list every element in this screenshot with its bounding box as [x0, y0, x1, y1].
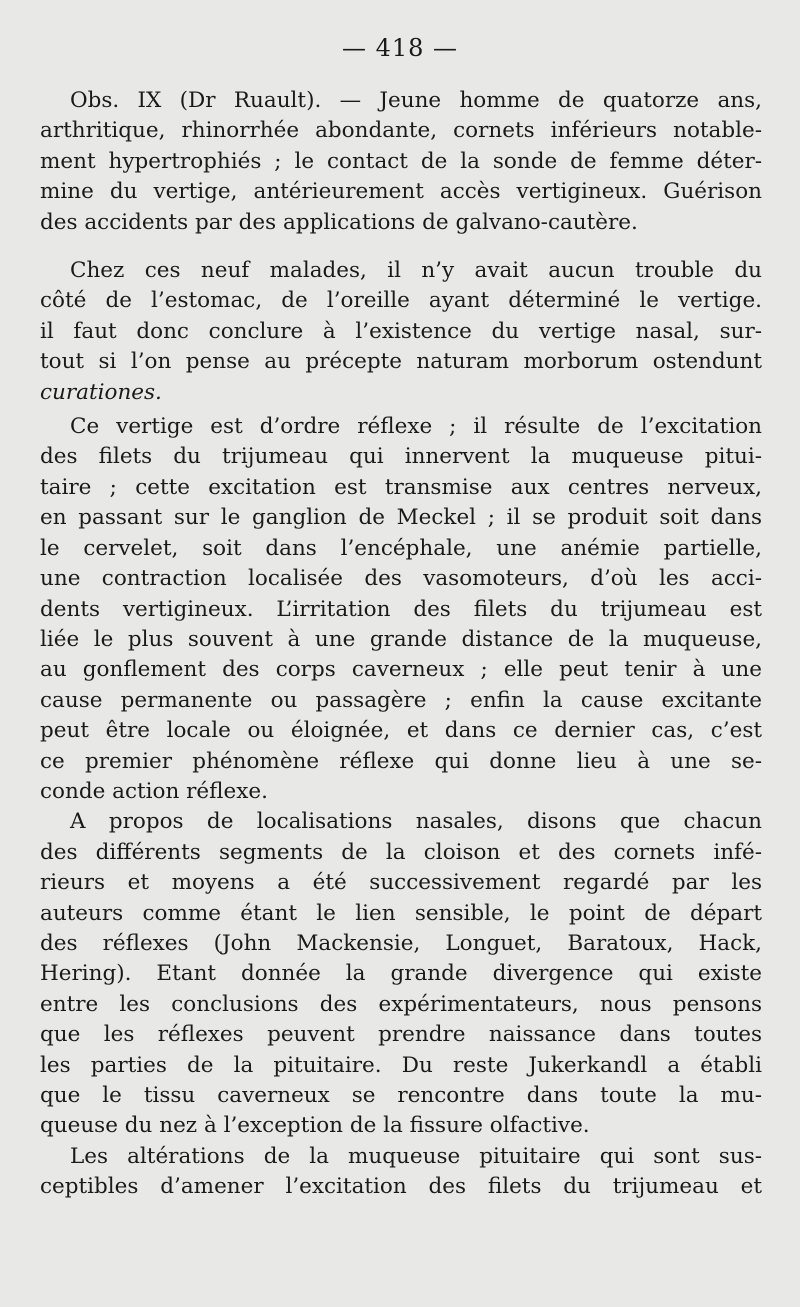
paragraph-gap [40, 238, 762, 256]
text-line: Hering). Etant donnée la grande divergence qui existe [40, 961, 762, 987]
text-line: mine du vertige, antérieurement accès vertigineux. Guérison [40, 179, 762, 205]
text-line: que les réflexes peuvent prendre naissance dans toutes [40, 1022, 762, 1048]
text-line: côté de l’estomac, de l’oreille ayant déterminé le vertige. [40, 288, 762, 314]
body-text [40, 86, 762, 1203]
text-line: taire ; cette excitation est transmise aux centres nerveux, [40, 474, 762, 500]
text-line: peut être locale ou éloignée, et dans ce dernier cas, c’est [40, 718, 762, 744]
text-line: en passant sur le ganglion de Meckel ; il se produit soit dans [40, 505, 762, 531]
text-line: ce premier phénomène réflexe qui donne lieu à une se- [40, 748, 762, 774]
text-line: des accidents par des applications de galvano-cautère. [40, 209, 638, 235]
paragraph-conclusion [40, 256, 762, 408]
paragraph-alterations [40, 1142, 762, 1203]
text-line: ment hypertrophiés ; le contact de la sonde de femme déter- [40, 148, 762, 174]
text-line: A propos de localisations nasales, disons que chacun [70, 809, 762, 835]
text-line: queuse du nez à l’exception de la fissure olfactive. [40, 1113, 590, 1139]
text-line: Les altérations de la muqueuse pituitaire qui sont sus- [70, 1143, 762, 1169]
text-line: une contraction localisée des vasomoteurs, d’où les acci- [40, 566, 762, 592]
text-line: des réflexes (John Mackensie, Longuet, Baratoux, Hack, [40, 930, 762, 956]
text-line: au gonflement des corps caverneux ; elle peut tenir à une [40, 657, 762, 683]
text-line: des filets du trijumeau qui innervent la muqueuse pitui- [40, 444, 762, 470]
text-line: des différents segments de la cloison et des cornets infé- [40, 839, 762, 865]
text-line: tout si l’on pense au précepte naturam morborum ostendunt [40, 349, 762, 375]
text-line: auteurs comme étant le lien sensible, le point de départ [40, 900, 762, 926]
text-line: conde action réflexe. [40, 778, 268, 804]
text-line: le cervelet, soit dans l’encéphale, une anémie partielle, [40, 535, 762, 561]
text-line: cause permanente ou passagère ; enfin la cause excitante [40, 687, 762, 713]
text-line: que le tissu caverneux se rencontre dans toute la mu- [40, 1083, 762, 1108]
text-line: entre les conclusions des expérimentateurs, nous pensons [40, 991, 762, 1017]
paragraph-reflex [40, 412, 762, 807]
page-number: — 418 — [341, 34, 459, 62]
text-line: arthritique, rhinorrhée abondante, cornets inférieurs notable- [40, 118, 762, 144]
text-line: les parties de la pituitaire. Du reste Jukerkandl a établi [40, 1052, 762, 1078]
paragraph-observation [40, 86, 762, 238]
text-line: il faut donc conclure à l’existence du vertige nasal, sur- [40, 318, 762, 344]
paragraph-localisations [40, 807, 762, 1141]
text-line: liée le plus souvent à une grande distance de la muqueuse, [40, 626, 762, 652]
text-line: Chez ces neuf malades, il n’y avait aucun trouble du [70, 258, 762, 284]
text-line: Obs. IX (Dr Ruault). — Jeune homme de quatorze ans, [70, 88, 762, 113]
text-line: Ce vertige est d’ordre réflexe ; il résulte de l’excitation [70, 414, 762, 440]
text-line: ceptibles d’amener l’excitation des filets du trijumeau et [40, 1174, 762, 1200]
text-line: curationes. [40, 379, 162, 405]
text-line: dents vertigineux. L’irritation des filets du trijumeau est [40, 596, 762, 622]
text-line: rieurs et moyens a été successivement regardé par les [40, 870, 762, 896]
